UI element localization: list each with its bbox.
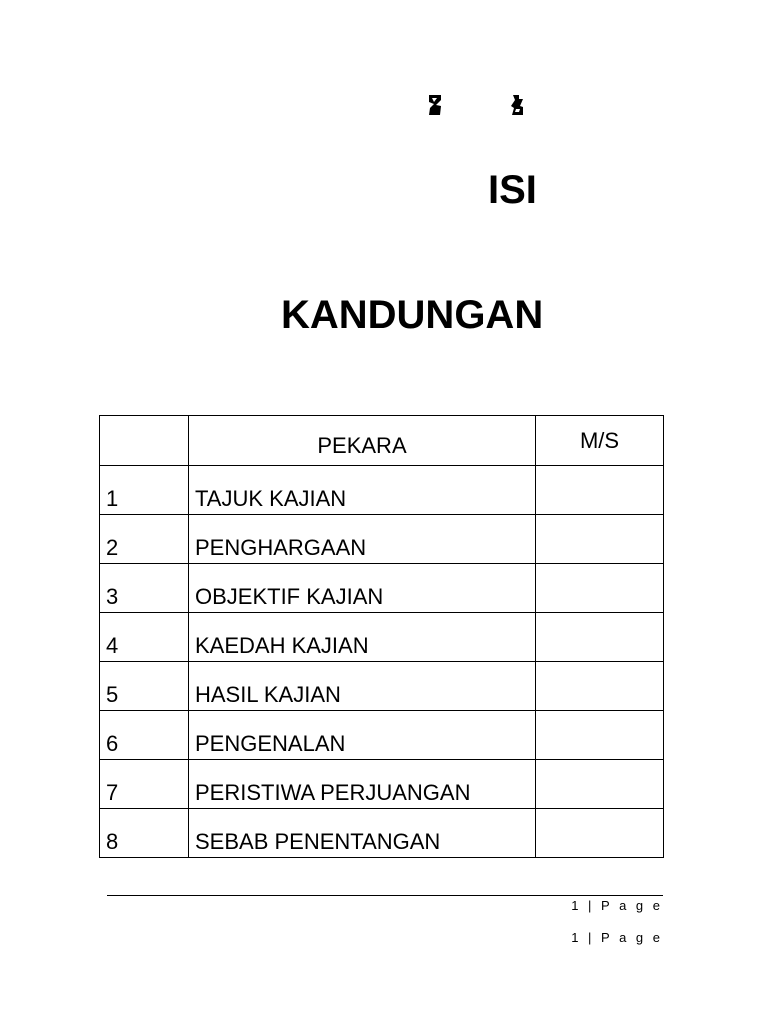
page-number-label: 1 | P a g e bbox=[571, 898, 663, 913]
table-row bbox=[100, 711, 664, 760]
page-title-line1: ISI bbox=[488, 168, 537, 212]
row-number: 2 bbox=[100, 515, 189, 564]
table-header-row bbox=[100, 416, 664, 466]
table-row bbox=[100, 662, 664, 711]
ornament-glyph-left-icon bbox=[428, 94, 442, 116]
row-page bbox=[536, 466, 664, 515]
row-number: 5 bbox=[100, 662, 189, 711]
ornament-glyph-right-icon bbox=[510, 94, 524, 116]
row-page bbox=[536, 515, 664, 564]
row-number: 4 bbox=[100, 613, 189, 662]
table-row bbox=[100, 613, 664, 662]
row-number: 8 bbox=[100, 809, 189, 858]
row-number: 1 bbox=[100, 466, 189, 515]
table-row bbox=[100, 564, 664, 613]
header-item: PEKARA bbox=[189, 416, 536, 466]
row-number: 7 bbox=[100, 760, 189, 809]
row-page bbox=[536, 564, 664, 613]
row-number: 6 bbox=[100, 711, 189, 760]
table-row bbox=[100, 515, 664, 564]
row-page bbox=[536, 711, 664, 760]
table-row bbox=[100, 466, 664, 515]
row-item: PENGHARGAAN bbox=[189, 515, 536, 564]
table-of-contents bbox=[99, 415, 664, 858]
header-page: M/S bbox=[536, 416, 664, 466]
row-page bbox=[536, 809, 664, 858]
row-item: KAEDAH KAJIAN bbox=[189, 613, 536, 662]
row-item: PENGENALAN bbox=[189, 711, 536, 760]
footer-divider bbox=[107, 895, 663, 896]
row-page bbox=[536, 613, 664, 662]
row-item: HASIL KAJIAN bbox=[189, 662, 536, 711]
row-page bbox=[536, 662, 664, 711]
page-number-label: 1 | P a g e bbox=[571, 930, 663, 945]
row-number: 3 bbox=[100, 564, 189, 613]
header-number bbox=[100, 416, 189, 466]
table-row bbox=[100, 760, 664, 809]
table-row bbox=[100, 809, 664, 858]
row-item: SEBAB PENENTANGAN bbox=[189, 809, 536, 858]
row-page bbox=[536, 760, 664, 809]
row-item: TAJUK KAJIAN bbox=[189, 466, 536, 515]
row-item: PERISTIWA PERJUANGAN bbox=[189, 760, 536, 809]
row-item: OBJEKTIF KAJIAN bbox=[189, 564, 536, 613]
page-title-line2: KANDUNGAN bbox=[281, 293, 544, 337]
